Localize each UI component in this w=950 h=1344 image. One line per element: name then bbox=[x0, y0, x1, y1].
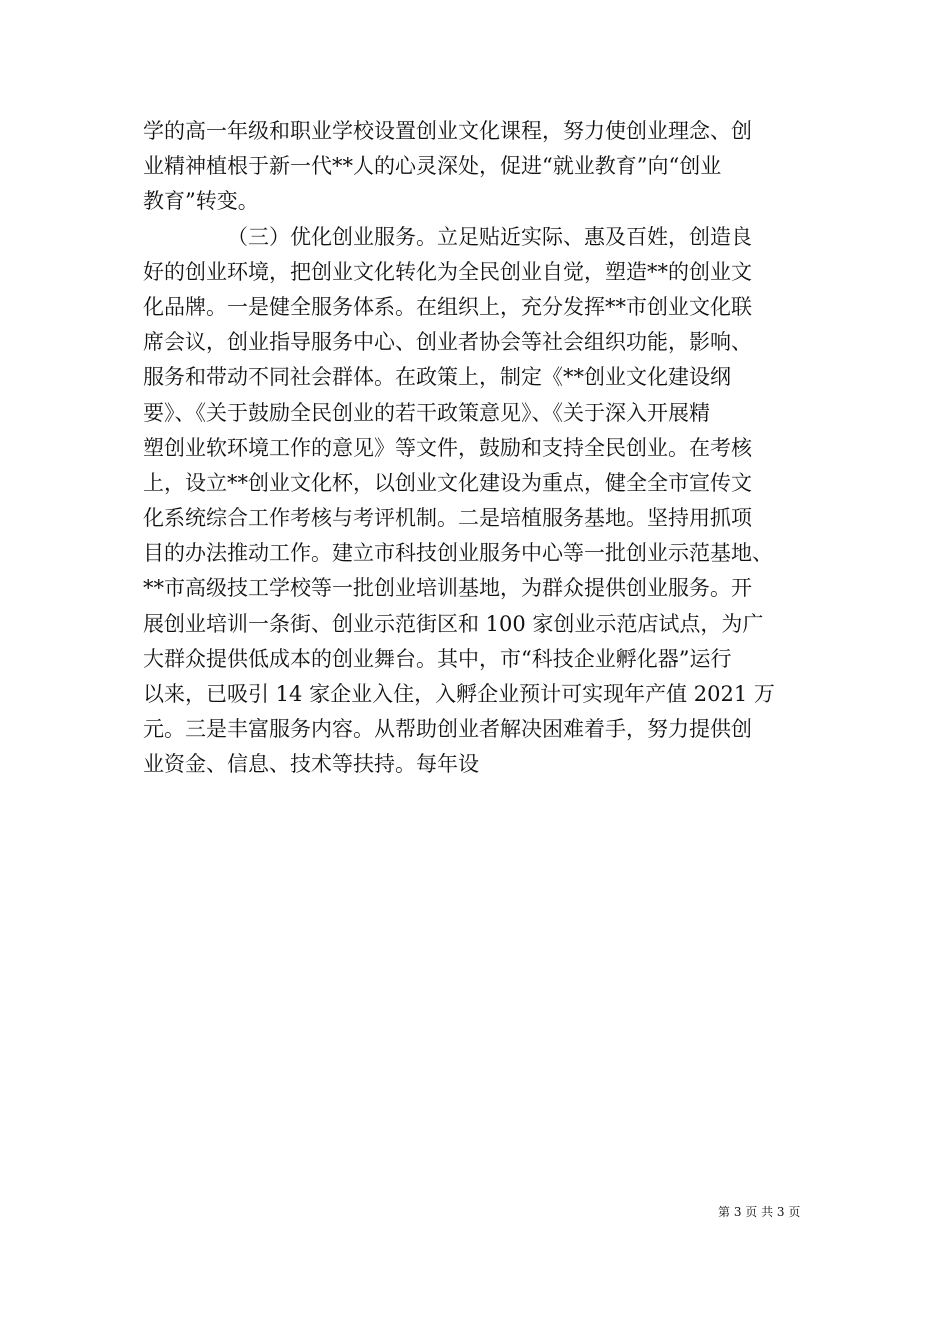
text-line: 学的高一年级和职业学校设置创业文化课程，努力使创业理念、创 bbox=[143, 119, 752, 143]
text-line: 元。三是丰富服务内容。从帮助创业者解决困难着手，努力提供创 bbox=[143, 717, 752, 742]
text-line: 塑创业软环境工作的意见》等文件，鼓励和支持全民创业。在考核 bbox=[143, 435, 752, 460]
text-line: **市高级技工学校等一批创业培训基地，为群众提供创业服务。开 bbox=[143, 576, 752, 601]
section-heading-line: （三）优化创业服务。立足贴近实际、惠及百姓，创造良 bbox=[227, 224, 752, 249]
text-line: 以来，已吸引 14 家企业入住，入孵企业预计可实现年产值 2021 万 bbox=[143, 682, 775, 706]
text-line: 展创业培训一条街、创业示范街区和 100 家创业示范店试点，为广 bbox=[143, 611, 764, 636]
text-line: 目的办法推动工作。建立市科技创业服务中心等一批创业示范基地、 bbox=[143, 541, 773, 566]
text-line: 上，设立**创业文化杯，以创业文化建设为重点，健全全市宣传文 bbox=[143, 470, 752, 495]
text-line: 化系统综合工作考核与考评机制。二是培植服务基地。坚持用抓项 bbox=[143, 506, 752, 531]
text-line: 大群众提供低成本的创业舞台。其中，市“科技企业孵化器”运行 bbox=[143, 646, 732, 671]
text-line: 业资金、信息、技术等扶持。每年设 bbox=[143, 752, 479, 777]
text-line: 席会议，创业指导服务中心、创业者协会等社会组织功能，影响、 bbox=[143, 330, 752, 355]
text-line: 业精神植根于新一代**人的心灵深处，促进“就业教育”向“创业 bbox=[143, 154, 722, 179]
text-line: 教育”转变。 bbox=[143, 189, 259, 214]
page-number: 第 3 页 共 3 页 bbox=[718, 1205, 801, 1219]
text-line: 好的创业环境，把创业文化转化为全民创业自觉，塑造**的创业文 bbox=[143, 259, 752, 284]
text-line: 服务和带动不同社会群体。在政策上，制定《**创业文化建设纲 bbox=[143, 365, 731, 390]
text-line: 化品牌。一是健全服务体系。在组织上，充分发挥**市创业文化联 bbox=[143, 294, 752, 319]
body-text bbox=[143, 114, 808, 783]
text-line: 要》、《关于鼓励全民创业的若干政策意见》、《关于深入开展精 bbox=[143, 400, 710, 425]
